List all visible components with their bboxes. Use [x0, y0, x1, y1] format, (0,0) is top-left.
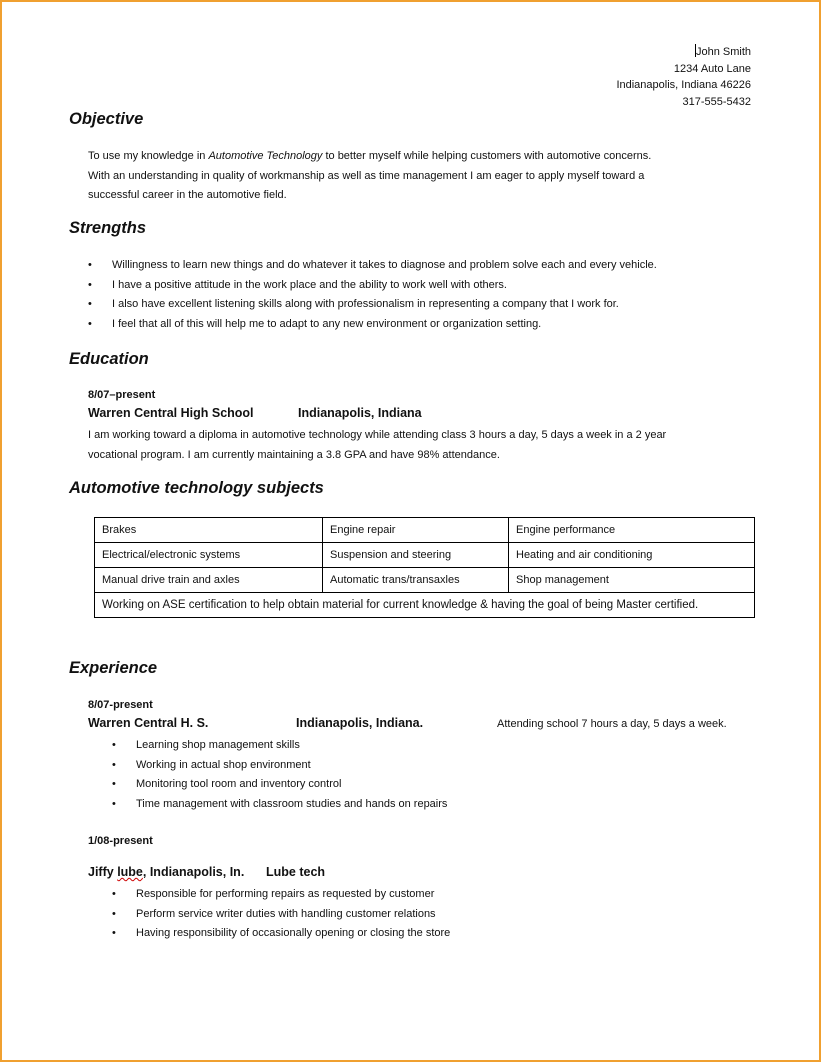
- list-item: • Responsible for performing repairs as requested by customer: [112, 885, 450, 905]
- subjects-footer: Working on ASE certification to help obtain material for current knowledge & having the goal of being Master certified.: [95, 593, 755, 618]
- table-row: [95, 593, 755, 618]
- table-cell: Heating and air conditioning: [509, 543, 755, 568]
- experience-heading: Experience: [69, 659, 158, 677]
- list-item: • Perform service writer duties with handling customer relations: [112, 905, 450, 925]
- list-item: • I feel that all of this will help me to adapt to any new environment or organization setting.: [88, 315, 657, 335]
- table-cell: Shop management: [509, 568, 755, 593]
- job2-title: Lube tech: [266, 865, 326, 879]
- table-cell: Suspension and steering: [323, 543, 509, 568]
- contact-address: 1234 Auto Lane: [673, 62, 751, 75]
- table-cell: Brakes: [95, 518, 323, 543]
- table-cell: Manual drive train and axles: [95, 568, 323, 593]
- subjects-table: [94, 517, 755, 618]
- list-item: • Learning shop management skills: [112, 736, 447, 756]
- list-item: • Working in actual shop environment: [112, 756, 447, 776]
- education-description: I am working toward a diploma in automotive technology while attending class 3 hours a day, 5 days a week in a 2 year vocational program. I am currently maintaining a 3.8 GPA and have 98% attendance.: [88, 429, 667, 461]
- table-cell: Electrical/electronic systems: [95, 543, 323, 568]
- strengths-heading: Strengths: [69, 219, 147, 237]
- job2-duties-list: [112, 885, 450, 944]
- table-cell: Engine performance: [509, 518, 755, 543]
- table-cell: Automatic trans/transaxles: [323, 568, 509, 593]
- list-item: • Monitoring tool room and inventory control: [112, 775, 447, 795]
- job1-duties-list: [112, 736, 447, 814]
- job1-org: Warren Central H. S.: [88, 716, 209, 730]
- list-item: • I also have excellent listening skills along with professionalism in representing a company that I work for.: [88, 295, 657, 315]
- education-location: Indianapolis, Indiana: [298, 406, 422, 420]
- list-item: • Having responsibility of occasionally opening or closing the store: [112, 924, 450, 944]
- list-item: • I have a positive attitude in the work place and the ability to work well with others.: [88, 276, 657, 296]
- subjects-heading: Automotive technology subjects: [69, 479, 324, 497]
- contact-phone: 317-555-5432: [682, 95, 751, 108]
- job2-org: Jiffy lube, Indianapolis, In.: [88, 865, 245, 879]
- list-item: • Willingness to learn new things and do whatever it takes to diagnose and problem solve each and every vehicle.: [88, 256, 657, 276]
- contact-name: John Smith: [695, 46, 751, 58]
- job1-location: Indianapolis, Indiana.: [296, 716, 424, 730]
- education-heading: Education: [69, 350, 149, 368]
- list-item: • Time management with classroom studies and hands on repairs: [112, 795, 447, 815]
- table-row: [95, 543, 755, 568]
- job1-date: 8/07-present: [88, 699, 153, 711]
- objective-emphasis: Automotive Technology: [208, 150, 323, 162]
- education-date: 8/07–present: [88, 389, 156, 401]
- job2-date: 1/08-present: [88, 835, 153, 847]
- objective-heading: Objective: [69, 110, 144, 128]
- table-row: [95, 518, 755, 543]
- job1-note: Attending school 7 hours a day, 5 days a week.: [497, 718, 727, 730]
- table-cell: Engine repair: [323, 518, 509, 543]
- education-school: Warren Central High School: [88, 406, 254, 420]
- spellcheck-word: lube: [117, 865, 143, 879]
- objective-text: To use my knowledge in Automotive Technology to better myself while helping customers with automotive concerns. With an understanding in quality of workmanship as well as time management I am eager to apply myself toward a successful career in the automotive field.: [88, 150, 652, 201]
- contact-city: Indianapolis, Indiana 46226: [616, 79, 751, 91]
- contact-block: [616, 44, 751, 110]
- strengths-list: [88, 256, 657, 334]
- table-row: [95, 568, 755, 593]
